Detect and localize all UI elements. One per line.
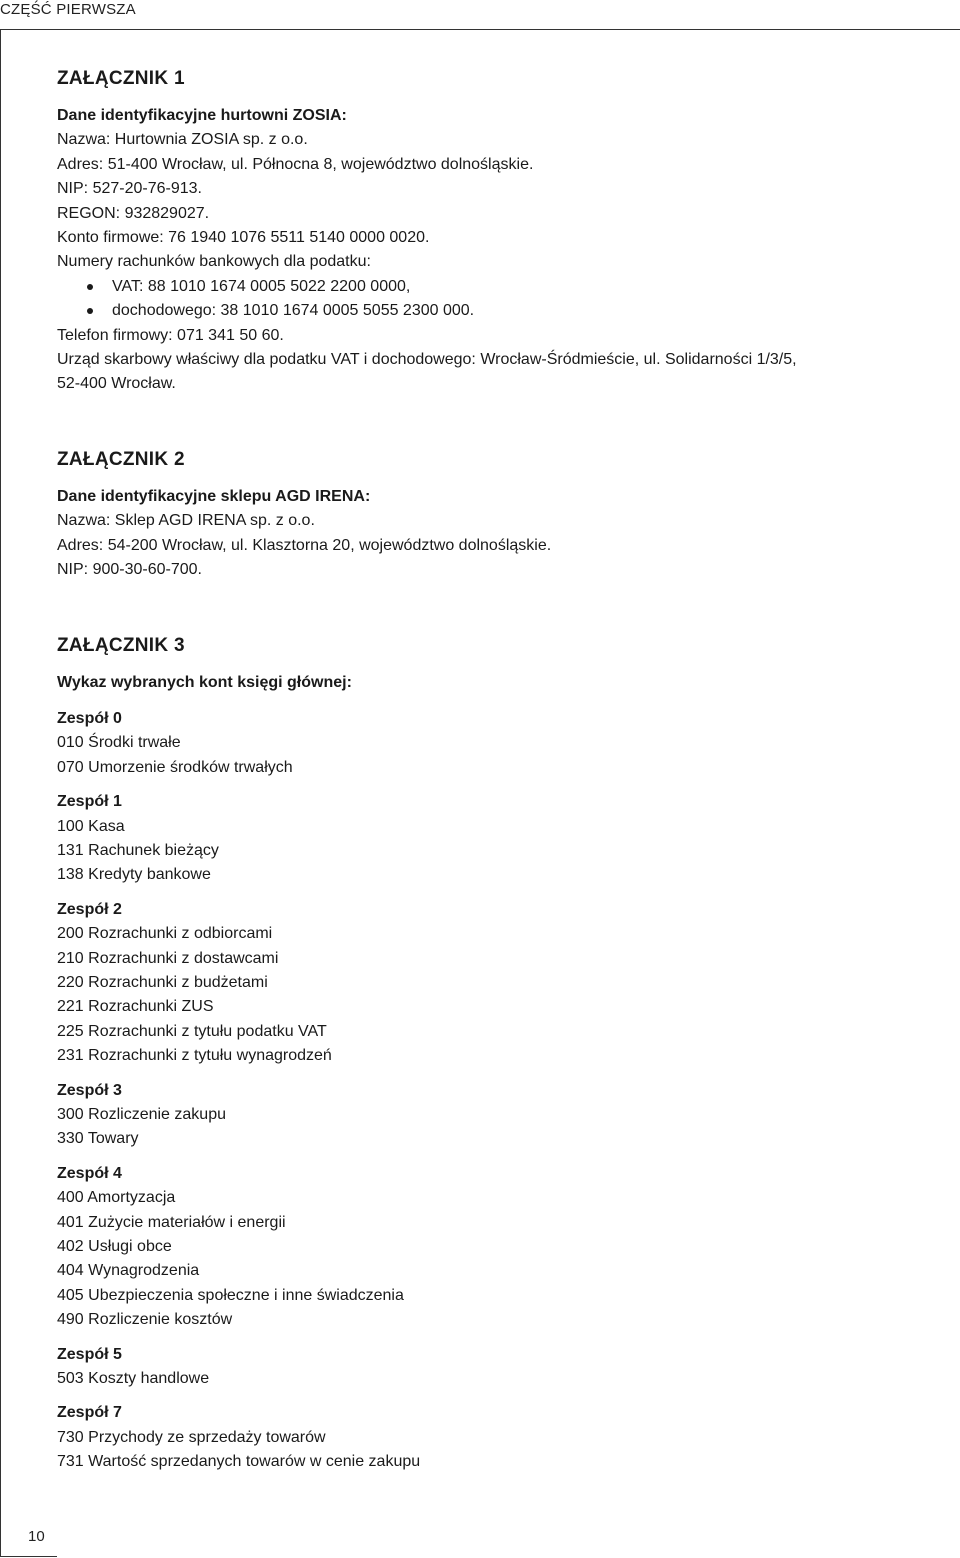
frame-left-rule bbox=[0, 29, 1, 1557]
list-item-text: VAT: 88 1010 1674 0005 5022 2200 0000, bbox=[112, 277, 411, 295]
account-group bbox=[57, 898, 937, 1069]
account-group bbox=[57, 1401, 937, 1474]
frame-top-rule bbox=[0, 29, 960, 30]
account-item: 131 Rachunek bieżący bbox=[57, 841, 219, 859]
account-item: 730 Przychody ze sprzedaży towarów bbox=[57, 1428, 326, 1446]
account-group bbox=[57, 1343, 937, 1392]
list-item-text: dochodowego: 38 1010 1674 0005 5055 2300 000. bbox=[112, 302, 475, 320]
text-line: 52-400 Wrocław. bbox=[57, 375, 176, 393]
annex-3-title: ZAŁĄCZNIK 3 bbox=[57, 634, 185, 656]
account-item: 210 Rozrachunki z dostawcami bbox=[57, 949, 279, 967]
account-item: 010 Środki trwałe bbox=[57, 734, 181, 752]
text-line: Adres: 54-200 Wrocław, ul. Klasztorna 20, województwo dolnośląskie. bbox=[57, 536, 552, 554]
text-line: Adres: 51-400 Wrocław, ul. Północna 8, województwo dolnośląskie. bbox=[57, 155, 534, 173]
text-line: Telefon firmowy: 071 341 50 60. bbox=[57, 326, 284, 344]
page-number: 10 bbox=[28, 1528, 45, 1545]
account-item: 402 Usługi obce bbox=[57, 1238, 172, 1256]
account-group bbox=[57, 790, 937, 888]
text-line: Konto firmowe: 76 1940 1076 5511 5140 0000 0020. bbox=[57, 229, 430, 247]
annex-2 bbox=[57, 447, 937, 583]
account-group-title: Zespół 2 bbox=[57, 900, 122, 918]
text-line: Numery rachunków bankowych dla podatku: bbox=[57, 253, 371, 271]
account-item: 300 Rozliczenie zakupu bbox=[57, 1106, 226, 1123]
list-item bbox=[57, 299, 937, 323]
account-item: 231 Rozrachunki z tytułu wynagrodzeń bbox=[57, 1047, 332, 1065]
bullet-icon bbox=[87, 284, 93, 290]
account-item: 404 Wynagrodzenia bbox=[57, 1262, 200, 1280]
account-group-title: Zespół 5 bbox=[57, 1345, 122, 1363]
annex-3 bbox=[57, 633, 937, 1475]
account-item: 401 Zużycie materiałów i energii bbox=[57, 1213, 286, 1231]
account-item: 405 Ubezpieczenia społeczne i inne świadczenia bbox=[57, 1286, 404, 1304]
account-group-title: Zespół 3 bbox=[57, 1081, 122, 1099]
account-item: 070 Umorzenie środków trwałych bbox=[57, 758, 293, 776]
account-item: 138 Kredyty bankowe bbox=[57, 866, 211, 884]
account-group-title: Zespół 0 bbox=[57, 709, 122, 727]
annex-1-subtitle: Dane identyfikacyjne hurtowni ZOSIA: bbox=[57, 107, 347, 124]
account-item: 503 Koszty handlowe bbox=[57, 1370, 210, 1388]
account-group-title: Zespół 7 bbox=[57, 1404, 122, 1422]
annex-1 bbox=[57, 66, 937, 397]
account-item: 221 Rozrachunki ZUS bbox=[57, 998, 214, 1016]
annex-2-subtitle: Dane identyfikacyjne sklepu AGD IRENA: bbox=[57, 487, 371, 505]
account-item: 100 Kasa bbox=[57, 817, 125, 835]
account-item: 225 Rozrachunki z tytułu podatku VAT bbox=[57, 1022, 327, 1040]
bank-account-list bbox=[57, 275, 937, 324]
account-item: 220 Rozrachunki z budżetami bbox=[57, 973, 268, 991]
frame-bottom-rule bbox=[0, 1556, 57, 1557]
annex-3-subtitle: Wykaz wybranych kont księgi głównej: bbox=[57, 673, 352, 691]
account-group-title: Zespół 1 bbox=[57, 793, 122, 811]
account-item: 490 Rozliczenie kosztów bbox=[57, 1311, 233, 1329]
part-label: CZĘŚĆ PIERWSZA bbox=[0, 1, 136, 18]
account-item: 200 Rozrachunki z odbiorcami bbox=[57, 925, 273, 943]
text-line: NIP: 527-20-76-913. bbox=[57, 180, 202, 198]
text-line: REGON: 932829027. bbox=[57, 204, 210, 222]
account-group bbox=[57, 1079, 937, 1152]
list-item bbox=[57, 275, 937, 299]
account-group bbox=[57, 1162, 937, 1333]
account-item: 731 Wartość sprzedanych towarów w cenie zakupu bbox=[57, 1453, 421, 1471]
account-item: 330 Towary bbox=[57, 1130, 139, 1148]
text-line: NIP: 900-30-60-700. bbox=[57, 561, 202, 579]
annex-1-title: ZAŁĄCZNIK 1 bbox=[57, 68, 185, 89]
account-group bbox=[57, 707, 937, 780]
bullet-icon bbox=[87, 308, 93, 314]
text-line: Nazwa: Sklep AGD IRENA sp. z o.o. bbox=[57, 512, 315, 530]
document-body bbox=[57, 66, 937, 1475]
text-line: Urząd skarbowy właściwy dla podatku VAT i dochodowego: Wrocław-Śródmieście, ul. Solidarności 1/3/5, bbox=[57, 351, 797, 369]
account-group-title: Zespół 4 bbox=[57, 1164, 122, 1182]
account-item: 400 Amortyzacja bbox=[57, 1189, 176, 1207]
text-line: Nazwa: Hurtownia ZOSIA sp. z o.o. bbox=[57, 131, 308, 149]
annex-2-title: ZAŁĄCZNIK 2 bbox=[57, 448, 185, 470]
